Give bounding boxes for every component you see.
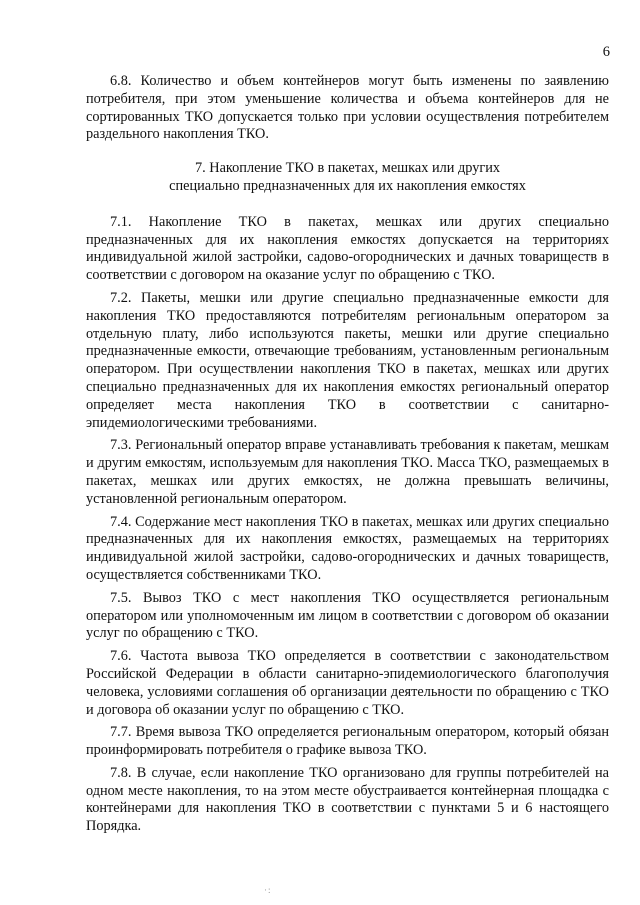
paragraph-7-7: 7.7. Время вывоза ТКО определяется региональным оператором, который обязан проинформировать потребителя о графике вывоза ТКО. — [86, 724, 609, 759]
section-heading — [86, 160, 609, 196]
section-title-line-1: 7. Накопление ТКО в пакетах, мешках или других — [194, 160, 501, 177]
section-title-line-2: специально предназначенных для их накопления емкостях — [169, 177, 526, 194]
paragraph-7-2: 7.2. Пакеты, мешки или другие специально предназначенные емкости для накопления ТКО предоставляются потребителям региональным оператором за отдельную плату, либо используются пакеты, мешки или другие специально предназначенные емкости, отвечающие требованиям, установленным региональным оператором. При осуществлении накопления ТКО в пакетах, мешках или других специально предназначенных для их накопления емкостях региональный оператор определяет места накопления ТКО в соответствии с санитарно-эпидемиологическими требованиями. — [86, 289, 609, 431]
document-body — [86, 73, 609, 836]
page-number: 6 — [602, 44, 610, 60]
paragraph-7-4: 7.4. Содержание мест накопления ТКО в пакетах, мешках или других специально предназначенных для их накопления емкостях, размещаемых на территориях индивидуальной жилой застройки, садово-огороднических и дачных товариществ, осуществляется собственниками ТКО. — [86, 513, 609, 583]
paragraph-7-3: 7.3. Региональный оператор вправе устанавливать требования к пакетам, мешкам и другим емкостям, используемым для накопления ТКО. Масса ТКО, размещаемых в пакетах, мешках или других емкостях, не должна превышать величины, установленной региональным оператором. — [86, 437, 609, 507]
footer-mark: ·: — [264, 885, 272, 895]
paragraph-7-8: 7.8. В случае, если накопление ТКО организовано для группы потребителей на одном месте накопления, то на этом месте обустраивается контейнерная площадка с контейнерами для накопления ТКО в соответствии с пунктами 5 и 6 настоящего Порядка. — [86, 764, 609, 835]
paragraph-7-5: 7.5. Вывоз ТКО с мест накопления ТКО осуществляется региональным оператором или уполномоченным им лицом в соответствии с договором об оказании услуг по обращению с ТКО. — [86, 589, 609, 642]
paragraph-6-8: 6.8. Количество и объем контейнеров могут быть изменены по заявлению потребителя, при этом уменьшение количества и объема контейнеров для не сортированных ТКО допускается только при условии осуществления потребителем раздельного накопления ТКО. — [86, 73, 609, 143]
paragraph-7-6: 7.6. Частота вывоза ТКО определяется в соответствии с законодательством Российской Федерации в области санитарно-эпидемиологического благополучия человека, условиями соглашения об организации деятельности по обращению с ТКО и договора об оказании услуг по обращению с ТКО. — [86, 648, 609, 718]
paragraph-7-1: 7.1. Накопление ТКО в пакетах, мешках или других специально предназначенных для их накопления емкостях допускается на территориях индивидуальной жилой застройки, садово-огороднических и дачных товариществ в соответствии с договором на оказание услуг по обращению с ТКО. — [86, 213, 609, 284]
